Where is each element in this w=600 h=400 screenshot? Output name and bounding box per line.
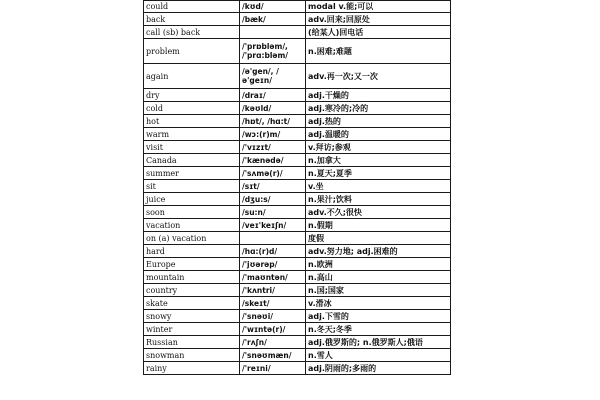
word-cell: Russian bbox=[144, 336, 240, 349]
table-row bbox=[144, 1, 451, 13]
phonetic-cell: /'kænədə/ bbox=[240, 154, 306, 167]
word-cell: skate bbox=[144, 297, 240, 310]
word-cell: summer bbox=[144, 167, 240, 180]
table-row bbox=[144, 102, 451, 115]
definition-cell: adv.不久;很快 bbox=[306, 206, 451, 219]
definition-cell: n.加拿大 bbox=[306, 154, 451, 167]
phonetic-cell: /'sʌmə(r)/ bbox=[240, 167, 306, 180]
phonetic-cell: /hɒt/, /hɑ:t/ bbox=[240, 115, 306, 128]
table-row bbox=[144, 128, 451, 141]
word-cell: problem bbox=[144, 39, 240, 64]
word-cell: again bbox=[144, 64, 240, 89]
phonetic-cell: /skeɪt/ bbox=[240, 297, 306, 310]
definition-cell: n.欧洲 bbox=[306, 258, 451, 271]
table-row bbox=[144, 89, 451, 102]
table-row bbox=[144, 39, 451, 64]
table-row bbox=[144, 193, 451, 206]
definition-cell: n.冬天;冬季 bbox=[306, 323, 451, 336]
word-cell: vacation bbox=[144, 219, 240, 232]
definition-cell: v.拜访;参观 bbox=[306, 141, 451, 154]
table-row bbox=[144, 245, 451, 258]
table-row bbox=[144, 232, 451, 245]
definition-cell: n.国;国家 bbox=[306, 284, 451, 297]
table-row bbox=[144, 64, 451, 89]
table-row bbox=[144, 362, 451, 375]
phonetic-cell: /'vɪzɪt/ bbox=[240, 141, 306, 154]
definition-cell: v.滑冰 bbox=[306, 297, 451, 310]
word-cell: visit bbox=[144, 141, 240, 154]
phonetic-cell: /'kʌntri/ bbox=[240, 284, 306, 297]
phonetic-cell: /'rʌʃn/ bbox=[240, 336, 306, 349]
definition-cell: n.高山 bbox=[306, 271, 451, 284]
word-cell: sit bbox=[144, 180, 240, 193]
vocabulary-sheet bbox=[143, 0, 450, 375]
definition-cell: adj.干燥的 bbox=[306, 89, 451, 102]
word-cell: cold bbox=[144, 102, 240, 115]
table-row bbox=[144, 26, 451, 39]
definition-cell: n.夏天;夏季 bbox=[306, 167, 451, 180]
phonetic-cell: /veɪ'keɪʃn/ bbox=[240, 219, 306, 232]
definition-cell: adj.温暖的 bbox=[306, 128, 451, 141]
word-cell: back bbox=[144, 13, 240, 26]
word-cell: snowy bbox=[144, 310, 240, 323]
phonetic-cell: /'jʊərəp/ bbox=[240, 258, 306, 271]
phonetic-cell: /draɪ/ bbox=[240, 89, 306, 102]
phonetic-cell: /'snəʊi/ bbox=[240, 310, 306, 323]
table-row bbox=[144, 167, 451, 180]
phonetic-cell: /'prɒbləm/, /'prɑ:bləm/ bbox=[240, 39, 306, 64]
word-cell: hot bbox=[144, 115, 240, 128]
definition-cell: adv.再一次;又一次 bbox=[306, 64, 451, 89]
word-cell: rainy bbox=[144, 362, 240, 375]
phonetic-cell bbox=[240, 26, 306, 39]
phonetic-cell: /dʒu:s/ bbox=[240, 193, 306, 206]
phonetic-cell: /sɪt/ bbox=[240, 180, 306, 193]
definition-cell: adj.热的 bbox=[306, 115, 451, 128]
phonetic-cell: /kʊd/ bbox=[240, 1, 306, 13]
table-row bbox=[144, 271, 451, 284]
table-row bbox=[144, 141, 451, 154]
word-cell: hard bbox=[144, 245, 240, 258]
definition-cell: n.假期 bbox=[306, 219, 451, 232]
word-cell: juice bbox=[144, 193, 240, 206]
phonetic-cell: /'wɪntə(r)/ bbox=[240, 323, 306, 336]
word-cell: Europe bbox=[144, 258, 240, 271]
word-cell: on (a) vacation bbox=[144, 232, 240, 245]
definition-cell: (给某人)回电话 bbox=[306, 26, 451, 39]
word-cell: soon bbox=[144, 206, 240, 219]
definition-cell: adv.回来;回原处 bbox=[306, 13, 451, 26]
definition-cell: 度假 bbox=[306, 232, 451, 245]
phonetic-cell: /kəʊld/ bbox=[240, 102, 306, 115]
definition-cell: adv.努力地; adj.困难的 bbox=[306, 245, 451, 258]
table-row bbox=[144, 258, 451, 271]
word-cell: could bbox=[144, 1, 240, 13]
definition-cell: adj.寒冷的;冷的 bbox=[306, 102, 451, 115]
table-row bbox=[144, 349, 451, 362]
word-cell: Canada bbox=[144, 154, 240, 167]
phonetic-cell: /hɑ:(r)d/ bbox=[240, 245, 306, 258]
word-cell: mountain bbox=[144, 271, 240, 284]
definition-cell: modal v.能;可以 bbox=[306, 1, 451, 13]
table-row bbox=[144, 206, 451, 219]
definition-cell: n.果汁;饮料 bbox=[306, 193, 451, 206]
phonetic-cell: /'reɪni/ bbox=[240, 362, 306, 375]
phonetic-cell: /wɔ:(r)m/ bbox=[240, 128, 306, 141]
definition-cell: n.雪人 bbox=[306, 349, 451, 362]
table-row bbox=[144, 297, 451, 310]
definition-cell: adj.下雪的 bbox=[306, 310, 451, 323]
table-row bbox=[144, 13, 451, 26]
definition-cell: n.困难;难题 bbox=[306, 39, 451, 64]
phonetic-cell: /'maʊntən/ bbox=[240, 271, 306, 284]
word-cell: winter bbox=[144, 323, 240, 336]
word-cell: country bbox=[144, 284, 240, 297]
phonetic-cell: /ə'gen/, /ə'geɪn/ bbox=[240, 64, 306, 89]
phonetic-cell: /bæk/ bbox=[240, 13, 306, 26]
table-row bbox=[144, 180, 451, 193]
table-row bbox=[144, 154, 451, 167]
definition-cell: adj.阴雨的;多雨的 bbox=[306, 362, 451, 375]
table-row bbox=[144, 115, 451, 128]
table-row bbox=[144, 219, 451, 232]
table-row bbox=[144, 310, 451, 323]
word-cell: dry bbox=[144, 89, 240, 102]
table-row bbox=[144, 323, 451, 336]
word-cell: warm bbox=[144, 128, 240, 141]
phonetic-cell: /'snəʊmæn/ bbox=[240, 349, 306, 362]
vocabulary-table bbox=[143, 0, 451, 375]
phonetic-cell: /su:n/ bbox=[240, 206, 306, 219]
table-row bbox=[144, 284, 451, 297]
word-cell: call (sb) back bbox=[144, 26, 240, 39]
word-cell: snowman bbox=[144, 349, 240, 362]
phonetic-cell bbox=[240, 232, 306, 245]
definition-cell: v.坐 bbox=[306, 180, 451, 193]
table-row bbox=[144, 336, 451, 349]
definition-cell: adj.俄罗斯的; n.俄罗斯人;俄语 bbox=[306, 336, 451, 349]
